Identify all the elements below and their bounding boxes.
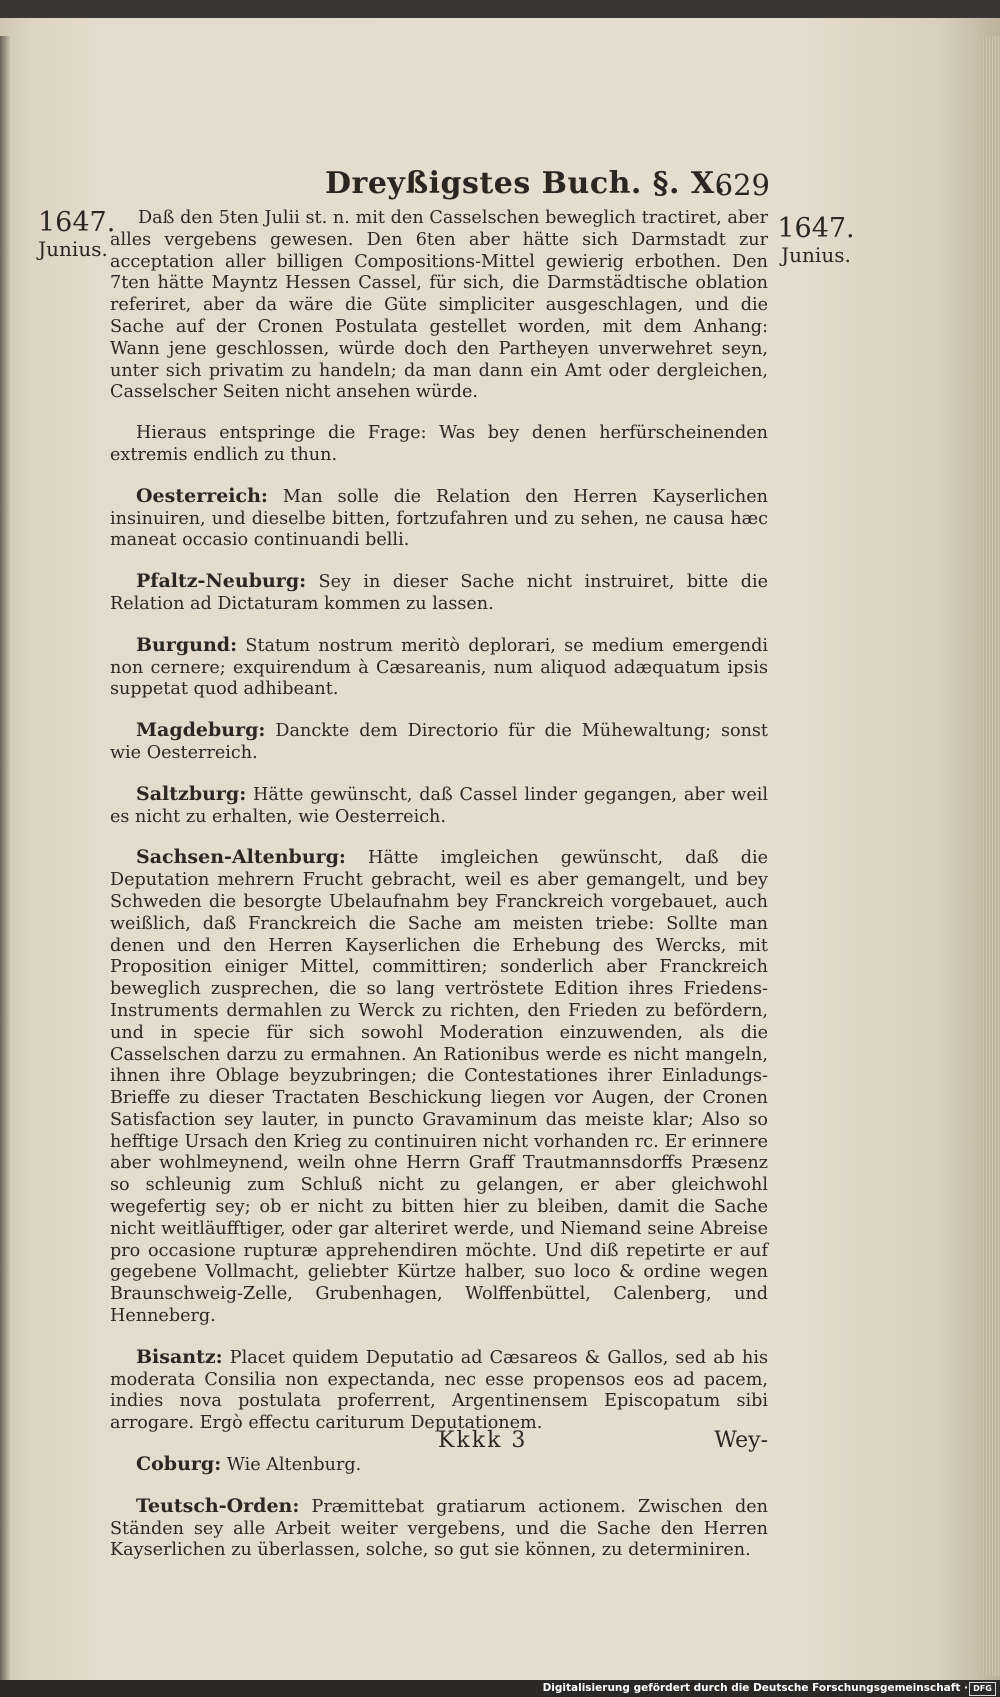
vote-sachsen-altenburg: [110, 847, 768, 1328]
signature-mark: Kkkk 3: [438, 1428, 528, 1453]
vote-text: Sey in dieser Sache nicht instruiret, bitte die Relation ad Dictaturam kommen zu lassen.: [110, 572, 768, 614]
margin-note-left: [38, 207, 116, 262]
vote-text: Præmittebat gratiarum actionem. Zwischen den Ständen sey alle Arbeit weiter vergebens, und die Sache den Herren Kayserlichen zu überlassen, solche, so gut sie können, zu determiniren.: [110, 1496, 768, 1561]
body-text: [110, 208, 768, 1562]
speaker-name: Coburg:: [136, 1453, 222, 1476]
margin-year-left: 1647.: [38, 207, 116, 238]
credit-text: Digitalisierung gefördert durch die Deutsche Forschungsgemeinschaft ·: [542, 1682, 968, 1694]
vote-text: Hätte imgleichen gewünscht, daß die Deputation mehrern Frucht gebracht, weil es aber gemangelt, und bey Schweden die besorgte Ubelaufnahm bey Franckreich vorgebauet, auch weißlich, daß Franckreich die Sache am meisten triebe: Sollte man denen und den Herren Kayserlichen die Erhebung des Wercks, mit Proposition einiger Mittel, committiren; sonderlich aber Franckreich beweglich zusprechen, die so lang vertröstete Edition ihres Friedens-Instruments dermahlen zu Werck zu richten, den Frieden zu befördern, und in specie für sich sowohl Moderation einzuwenden, als die Casselschen darzu zu ermahnen. An Rationibus werde es nicht mangeln, ihnen ihre Oblage beyzubringen; die Contestationes ihrer Einladungs-Brieffe zu dieser Tractaten Beschickung liegen vor Augen, der Cronen Satisfaction sey lauter, in puncto Gravaminum das meiste klar; Also so hefftige Ursach den Krieg zu continuiren nicht vorhanden rc. Er erinnere aber wohlmeynend, weiln ohne Herrn Graff Trautmannsdorffs Præsenz so schleunig zum Schluß nicht zu gelangen, er aber gleichwohl wegefertig sey; ob er nicht zu bitten hier zu bleiben, damit die Sache nicht weitläufftiger, oder gar alteriret werde, und Niemand seine Abreise pro occasione rupturæ apprehendiren möchte. Und diß repetirte er auf gegebene Vollmacht, geliebter Kürtze halber, suo loco & ordine wegen Braunschweig-Zelle, Grubenhagen, Wolffenbüttel, Calenberg, und Henneberg.: [110, 848, 769, 1327]
speaker-name: Magdeburg:: [136, 719, 266, 742]
vote-text: Wie Altenburg.: [226, 1455, 362, 1476]
vote-bisantz: [110, 1347, 768, 1435]
running-title: Dreyßigstes Buch. §. X.: [325, 166, 726, 201]
gutter-shadow: [0, 36, 10, 1686]
vote-text: Danckte dem Directorio für die Mühewaltung; sonst wie Oesterreich.: [110, 721, 768, 763]
margin-month-left: Junius.: [38, 237, 108, 261]
paragraph-text: Daß den 5ten Julii st. n. mit den Casselschen beweglich tractiret, aber alles vergebens gewesen. Den 6ten aber hätte sich Darmstadt zur acceptation aller billigen Compositions-Mittel gewierig erbothen. Den 7ten hätte Mayntz Hessen Cassel, für sich, die Darmstädtische oblation referiret, aber da wäre die Güte simpliciter ausgeschlagen, und die Sache auf der Cronen Postulata gestellet worden, mit dem Anhang: Wann jene geschlossen, würde doch den Partheyen unverwehret seyn, unter sich privatim zu handeln; da man dann ein Amt oder dergleichen, Casselscher Seiten nicht ansehen würde.: [110, 208, 768, 403]
paragraph-question: [110, 423, 768, 467]
vote-text: Man solle die Relation den Herren Kayserlichen insinuiren, und dieselbe bitten, fortzufahren und zu sehen, ne causa hæc maneat occasio continuandi belli.: [110, 486, 768, 551]
vote-pfaltz-neuburg: [110, 571, 768, 616]
speaker-name: Teutsch-Orden:: [136, 1494, 300, 1517]
dfg-logo-icon: DFG: [969, 1682, 996, 1696]
speaker-name: Bisantz:: [136, 1345, 223, 1368]
running-head: [300, 166, 770, 210]
margin-note-right: [776, 213, 856, 268]
vote-oesterreich: [110, 486, 768, 552]
page-number: 629: [714, 168, 770, 202]
vote-saltzburg: [110, 784, 768, 829]
digitization-credit-bar: [0, 1680, 1000, 1697]
speaker-name: Oesterreich:: [136, 484, 268, 507]
page-footer: [110, 1428, 768, 1458]
margin-month-right: Junius.: [781, 243, 851, 267]
vote-burgund: [110, 635, 768, 701]
vote-text: Statum nostrum meritò deplorari, se medium emergendi non cernere; exquirendum à Cæsareanis, num aliquod adæquatum ipsis suppetat quod adhibeant.: [110, 635, 769, 700]
vote-text: Placet quidem Deputatio ad Cæsareos & Gallos, sed ab his moderata Consilia non expectanda, nec esse propensos eos ad pacem, indies nova postulata proferrent, Argentinensem Episcopatum sibi arrogare. Ergò effectu cariturum Deputationem.: [110, 1347, 768, 1434]
margin-year-right: 1647.: [777, 213, 855, 244]
vote-teutsch-orden: [110, 1496, 768, 1562]
speaker-name: Burgund:: [136, 633, 238, 656]
speaker-name: Saltzburg:: [136, 782, 247, 805]
paragraph-intro: [110, 208, 768, 404]
speaker-name: Sachsen-Altenburg:: [136, 846, 346, 869]
vote-text: Hätte gewünscht, daß Cassel linder gegangen, aber weil es nicht zu erhalten, wie Oesterreich.: [110, 784, 768, 827]
paragraph-text: Hieraus entspringe die Frage: Was bey denen herfürscheinenden extremis endlich zu thun.: [110, 423, 768, 465]
page-fore-edge: [982, 36, 1000, 1676]
speaker-name: Pfaltz-Neuburg:: [136, 570, 307, 593]
catchword: Wey-: [714, 1428, 768, 1453]
vote-magdeburg: [110, 720, 768, 765]
